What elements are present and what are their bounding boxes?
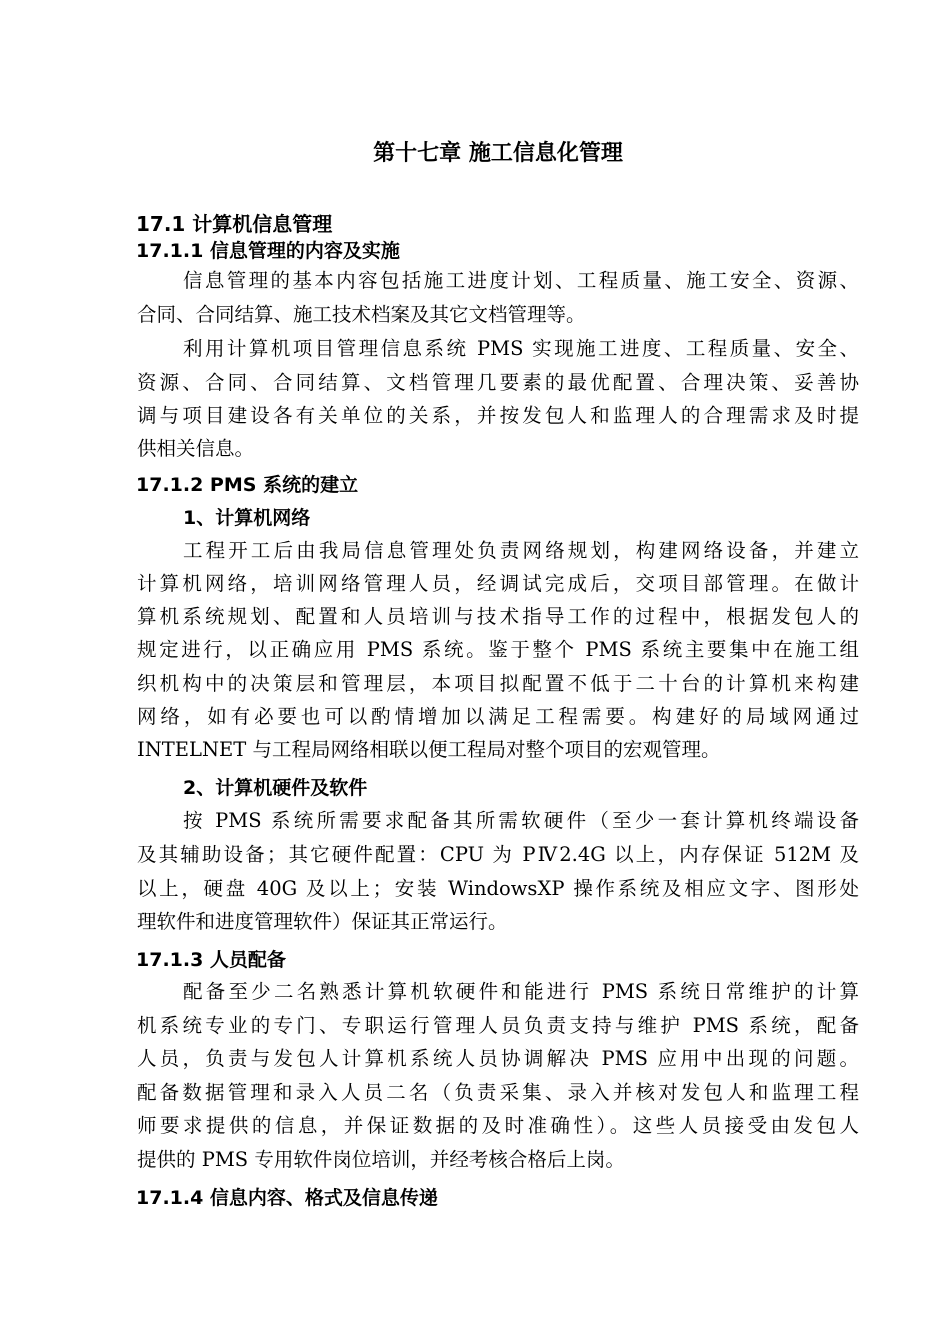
section-heading-17-1: 17.1 计算机信息管理 [136,212,333,236]
paragraph-line: 理软件和进度管理软件）保证其正常运行。 [137,910,508,933]
paragraph-line: INTELNET 与工程局网络相联以便工程局对整个项目的宏观管理。 [137,738,721,761]
paragraph-line: 供相关信息。 [137,437,255,460]
paragraph-line: 工程开工后由我局信息管理处负责网络规划，构建网络设备，并建立 [183,539,859,562]
paragraph-line: 人员，负责与发包人计算机系统人员协调解决 PMS 应用中出现的问题。 [137,1047,859,1070]
chapter-title: 第十七章 施工信息化管理 [373,141,623,166]
section-heading-17-1-2: 17.1.2 PMS 系统的建立 [136,474,359,496]
subheading-computer-network: 1、计算机网络 [183,507,311,529]
paragraph-line: 调与项目建设各有关单位的关系，并按发包人和监理人的合理需求及时提 [137,404,859,427]
paragraph-line: 配备至少二名熟悉计算机软硬件和能进行 PMS 系统日常维护的计算 [183,980,859,1003]
section-heading-17-1-3: 17.1.3 人员配备 [136,949,286,971]
paragraph-line: 配备数据管理和录入人员二名（负责采集、录入并核对发包人和监理工程 [137,1081,859,1104]
paragraph-line: 资源、合同、合同结算、文档管理几要素的最优配置、合理决策、妥善协 [137,371,859,394]
section-heading-17-1-1: 17.1.1 信息管理的内容及实施 [136,240,400,262]
paragraph-line: 按 PMS 系统所需要求配备其所需软硬件（至少一套计算机终端设备 [183,809,859,832]
section-heading-17-1-4: 17.1.4 信息内容、格式及信息传递 [136,1187,438,1209]
paragraph-line: 算机系统规划、配置和人员培训与技术指导工作的过程中，根据发包人的 [137,605,859,628]
subheading-hardware-software: 2、计算机硬件及软件 [183,777,368,799]
paragraph-line: 利用计算机项目管理信息系统 PMS 实现施工进度、工程质量、安全、 [183,337,859,360]
paragraph-line: 提供的 PMS 专用软件岗位培训，并经考核合格后上岗。 [137,1148,625,1171]
paragraph-line: 网络，如有必要也可以酌情增加以满足工程需要。构建好的局域网通过 [137,705,859,728]
paragraph-line: 及其辅助设备；其它硬件配置：CPU 为 PⅣ2.4G 以上，内存保证 512M 及 [137,843,859,866]
paragraph-line: 信息管理的基本内容包括施工进度计划、工程质量、施工安全、资源、 [183,269,859,292]
paragraph-line: 机系统专业的专门、专职运行管理人员负责支持与维护 PMS 系统，配备 [137,1014,859,1037]
paragraph-line: 合同、合同结算、施工技术档案及其它文档管理等。 [137,303,586,326]
paragraph-line: 织机构中的决策层和管理层，本项目拟配置不低于二十台的计算机来构建 [137,672,859,695]
paragraph-line: 计算机网络，培训网络管理人员，经调试完成后，交项目部管理。在做计 [137,572,859,595]
paragraph-line: 以上，硬盘 40G 及以上；安装 WindowsXP 操作系统及相应文字、图形处 [137,877,859,900]
paragraph-line: 师要求提供的信息，并保证数据的及时准确性）。这些人员接受由发包人 [137,1114,859,1137]
paragraph-line: 规定进行，以正确应用 PMS 系统。鉴于整个 PMS 系统主要集中在施工组 [137,638,859,661]
